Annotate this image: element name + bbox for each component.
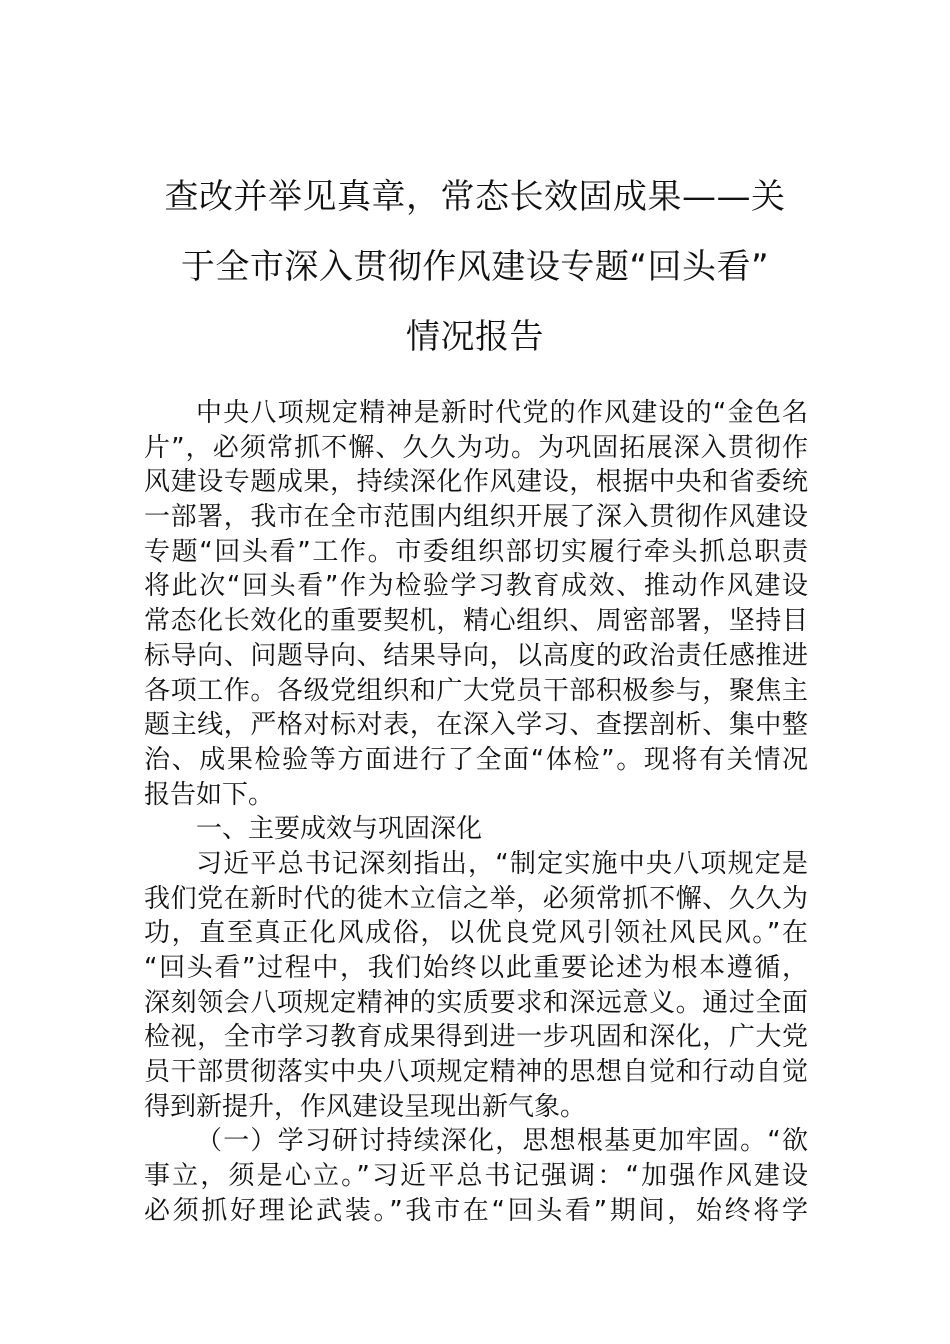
paragraph-subsection-line: （一）学习研讨持续深化，思想根基更加牢固。“欲 [196,1126,808,1157]
paragraph-intro-line: 各项工作。各级党组织和广大党员干部积极参与，聚焦主 [144,675,808,706]
paragraph-section-line: “回头看”过程中，我们始终以此重要论述为根本遵循， [144,953,808,983]
document-body [144,396,808,1229]
title-line-3: 情况报告 [406,317,544,357]
paragraph-section-line: 检视，全市学习教育成果得到进一步巩固和深化，广大党 [144,1022,808,1053]
paragraph-intro-line: 常态化长效化的重要契机，精心组织、周密部署，坚持目 [144,606,808,637]
paragraph-intro-line: 将此次“回头看”作为检验学习教育成效、推动作风建设 [144,571,808,602]
paragraph-intro-line: 专题“回头看”工作。市委组织部切实履行牵头抓总职责 [144,536,808,567]
paragraph-intro-line: 一部署，我市在全市范围内组织开展了深入贯彻作风建设 [144,502,808,533]
title-line-1: 查改并举见真章，常态长效固成果——关 [164,177,786,217]
paragraph-subsection-line: 必须抓好理论武装。”我市在“回头看”期间，始终将学 [144,1195,808,1226]
document-title [140,162,810,372]
paragraph-section-line: 员干部贯彻落实中央八项规定精神的思想自觉和行动自觉 [144,1057,808,1088]
paragraph-section-line: 得到新提升，作风建设呈现出新气象。 [144,1091,587,1122]
paragraph-intro-line: 中央八项规定精神是新时代党的作风建设的“金色名 [196,398,808,428]
paragraph-section-line: 习近平总书记深刻指出，“制定实施中央八项规定是 [196,848,808,879]
paragraph-section-line: 功，直至真正化风成俗，以优良党风引领社风民风。”在 [144,918,808,949]
paragraph-subsection-line: 事立，须是心立。”习近平总书记强调：“加强作风建设 [144,1161,808,1192]
paragraph-intro-line: 报告如下。 [144,779,275,810]
title-line-2: 于全市深入贯彻作风建设专题“回头看” [180,247,770,287]
paragraph-section-line: 深刻领会八项规定精神的实质要求和深远意义。通过全面 [144,987,808,1018]
paragraph-intro-line: 治、成果检验等方面进行了全面“体检”。现将有关情况 [144,744,808,775]
paragraph-intro-line: 标导向、问题导向、结果导向，以高度的政治责任感推进 [144,640,808,671]
paragraph-intro-line: 题主线，严格对标对表，在深入学习、查摆剖析、集中整 [144,710,808,741]
paragraph-intro-line: 风建设专题成果，持续深化作风建设，根据中央和省委统 [144,467,808,498]
paragraph-intro-line: 片”，必须常抓不懈、久久为功。为巩固拓展深入贯彻作 [144,432,808,463]
section-heading: 一、主要成效与巩固深化 [196,814,483,845]
paragraph-section-line: 我们党在新时代的徙木立信之举，必须常抓不懈、久久为 [144,883,808,914]
